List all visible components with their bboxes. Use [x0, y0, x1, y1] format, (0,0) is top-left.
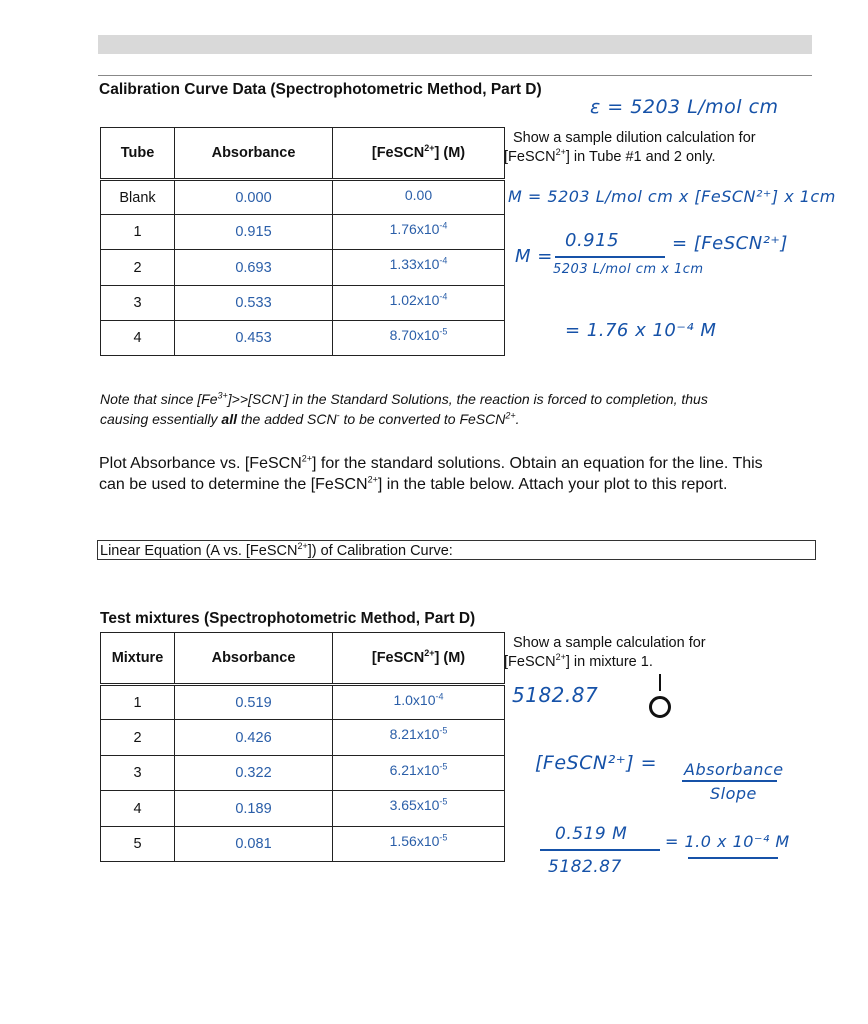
handwritten-formula-numerator: Absorbance — [684, 760, 784, 779]
handwritten-equation: M = 5203 L/mol cm x [FeSCN²⁺] x 1cm — [508, 187, 836, 206]
absorbance-value[interactable]: 0.189 — [175, 791, 333, 827]
tube-label: Blank — [101, 180, 175, 215]
table-row — [101, 791, 505, 827]
concentration-value[interactable]: $8.21x10^{-5}$ — [333, 720, 505, 756]
table-row — [101, 286, 505, 321]
absorbance-value[interactable]: 0.693 — [175, 250, 333, 286]
absorbance-value[interactable]: 0.426 — [175, 720, 333, 756]
table-row — [101, 250, 505, 286]
header-rule — [98, 75, 812, 76]
answer-underline — [688, 857, 778, 859]
concentration-value[interactable]: $3.65x10^{-5}$ — [333, 791, 505, 827]
concentration-value[interactable]: 0.00 — [333, 180, 505, 215]
absorbance-value[interactable]: 0.915 — [175, 215, 333, 250]
handwritten-numerator: 0.915 — [565, 230, 620, 251]
fraction-bar — [682, 780, 777, 782]
tube-label: 1 — [101, 215, 175, 250]
table-row — [101, 720, 505, 756]
mixture-label: 4 — [101, 791, 175, 827]
tube-label: 3 — [101, 286, 175, 321]
concentration-value[interactable]: $1.56x10^{-5}$ — [333, 827, 505, 862]
handwritten-slope: 5182.87 — [512, 683, 599, 707]
fraction-bar — [555, 256, 665, 258]
mixture-label: 3 — [101, 756, 175, 791]
table-row — [101, 756, 505, 791]
handwritten-denominator: 5203 L/mol cm x 1cm — [553, 262, 704, 277]
col-header-absorbance: Absorbance — [175, 128, 333, 180]
table-row — [101, 215, 505, 250]
calibration-title: Calibration Curve Data (Spectrophotometric Method, Part D) — [99, 81, 542, 98]
fraction-bar — [540, 849, 660, 851]
tube-label: 2 — [101, 250, 175, 286]
absorbance-value[interactable]: 0.519 — [175, 685, 333, 720]
col-header-tube: Tube — [101, 128, 175, 180]
calibration-table — [100, 127, 505, 356]
concentration-value[interactable]: $1.33x10^{-4}$ — [333, 250, 505, 286]
handwritten-m-label: M = — [515, 246, 553, 267]
tube-label: 4 — [101, 321, 175, 356]
absorbance-value[interactable]: 0.322 — [175, 756, 333, 791]
handwritten-answer-2: = 1.0 x 10⁻⁴ M — [665, 832, 790, 851]
absorbance-value[interactable]: 0.000 — [175, 180, 333, 215]
absorbance-value[interactable]: 0.453 — [175, 321, 333, 356]
absorbance-value[interactable]: 0.533 — [175, 286, 333, 321]
table-row — [101, 685, 505, 720]
header-bar — [98, 35, 812, 54]
dilution-prompt: Show a sample dilution calculation for [FeSCN$^{2+}$] in Tube #1 and 2 only. — [504, 130, 756, 165]
absorbance-value[interactable]: 0.081 — [175, 827, 333, 862]
linear-equation-field[interactable]: Linear Equation (A vs. [FeSCN$^{2+}$]) of Calibration Curve: — [97, 540, 816, 560]
table-row — [101, 321, 505, 356]
handwritten-numerator-2: 0.519 M — [555, 824, 628, 844]
plot-instructions: Plot Absorbance vs. [FeSCN$^{2+}$] for the standard solutions. Obtain an equation for the line. This can be used to determine the [FeSCN$^{2+}$] in the table below. Attach your plot to this report. — [99, 453, 763, 493]
concentration-value[interactable]: $1.02x10^{-4}$ — [333, 286, 505, 321]
concentration-value[interactable]: $8.70x10^{-5}$ — [333, 321, 505, 356]
table-header-row — [101, 633, 505, 685]
sample-calc-prompt: Show a sample calculation for [FeSCN$^{2+}$] in mixture 1. — [504, 635, 706, 670]
table-row — [101, 827, 505, 862]
handwritten-epsilon: ε = 5203 L/mol cm — [590, 96, 779, 118]
table-row — [101, 180, 505, 215]
col-header-concentration: [FeSCN$^{2+}$] (M) — [333, 128, 505, 180]
test-title: Test mixtures (Spectrophotometric Method, Part D) — [100, 610, 476, 627]
cursor-stem — [659, 674, 661, 691]
col-header-mixture: Mixture — [101, 633, 175, 685]
table-header-row — [101, 128, 505, 180]
col-header-concentration: [FeSCN$^{2+}$] (M) — [333, 633, 505, 685]
cursor-ring-icon[interactable] — [649, 696, 671, 718]
concentration-value[interactable]: $1.76x10^{-4}$ — [333, 215, 505, 250]
handwritten-result: = [FeSCN²⁺] — [672, 233, 788, 254]
mixture-label: 5 — [101, 827, 175, 862]
mixture-label: 1 — [101, 685, 175, 720]
mixture-label: 2 — [101, 720, 175, 756]
handwritten-formula-denominator: Slope — [710, 784, 757, 803]
concentration-value[interactable]: $6.21x10^{-5}$ — [333, 756, 505, 791]
handwritten-formula-left: [FeSCN²⁺] = — [535, 752, 658, 774]
concentration-value[interactable]: $1.0x10^{-4}$ — [333, 685, 505, 720]
completion-note: Note that since $[Fe^{3+}]>>[SCN^-]$ in the Standard Solutions, the reaction is forced to completion, thus causing essentially all the added SCN- to be converted to FeSCN$^{2+}$. — [100, 390, 708, 427]
col-header-absorbance: Absorbance — [175, 633, 333, 685]
test-mixtures-table — [100, 632, 505, 862]
handwritten-answer: = 1.76 x 10⁻⁴ M — [565, 320, 717, 341]
handwritten-denominator-2: 5182.87 — [548, 857, 622, 877]
